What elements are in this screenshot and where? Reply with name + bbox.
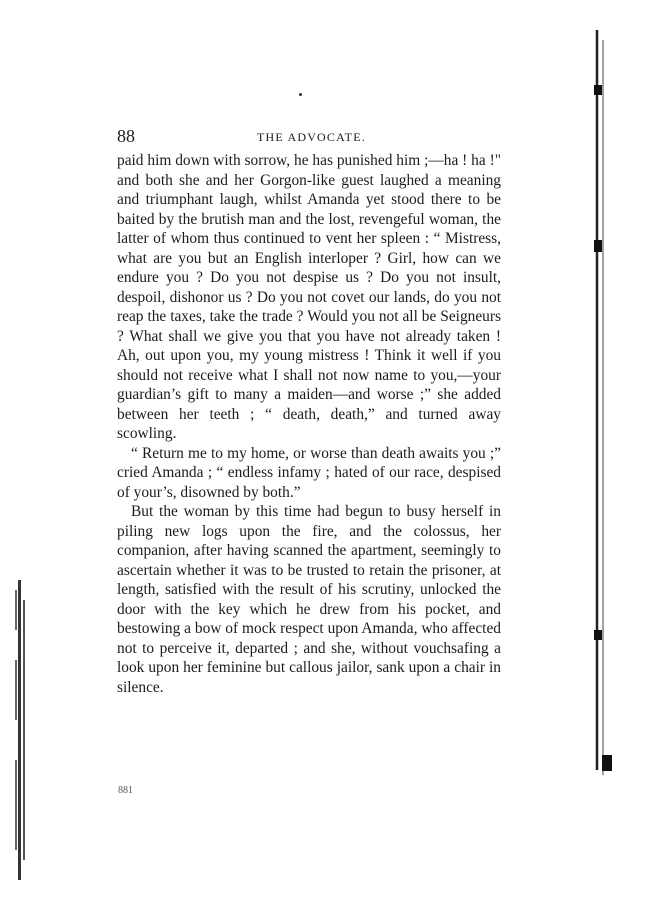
page-header <box>117 126 500 146</box>
page-number: 88 <box>117 126 135 146</box>
binding-edge-left <box>12 580 30 880</box>
running-head: THE ADVOCATE. <box>257 130 366 144</box>
footer-mark: 881 <box>118 785 133 796</box>
scan-speck <box>299 93 302 96</box>
body-text <box>117 151 501 697</box>
paragraph: But the woman by this time had begun to busy herself in piling new logs upon the fire, and the colossus, her companion, after having scanned the apartment, seemingly to ascertain whether it was to be trusted to retain the prisoner, at length, satisfied with the result of his scrutiny, unlocked the door with the key which he drew from his pocket, and bestowing a bow of mock respect upon Amanda, who affected not to perceive it, departed ; and she, without vouchsafing a look upon her feminine but callous jailor, sank upon a chair in silence. <box>117 503 501 696</box>
paragraph: paid him down with sorrow, he has punished him ;—ha ! ha !" and both she and her Gorgon-like guest laughed a meaning and triumphant laugh, whilst Amanda yet stood there to be baited by the brutish man and the lost, revengeful woman, the latter of whom thus continued to vent her spleen : “ Mistress, what are you but an English interloper ? Girl, how can we endure you ? Do you not despise us ? Do you not insult, despoil, dishonor us ? Do you not covet our lands, do you not reap the taxes, take the trade ? Would you not all be Seigneurs ? What shall we give you that you have not already taken ! Ah, out upon you, my young mistress ! Think it well if you should not receive what I shall not now name to you,—your guardian’s gift to many a maiden—and worse ;” she added between her teeth ; “ death, death,” and turned away scowling. <box>117 152 501 442</box>
binding-edge-right <box>594 30 614 775</box>
paragraph: “ Return me to my home, or worse than death awaits you ;” cried Amanda ; “ endless infamy ; hated of our race, despised of your’s, disowned by both.” <box>117 444 501 501</box>
